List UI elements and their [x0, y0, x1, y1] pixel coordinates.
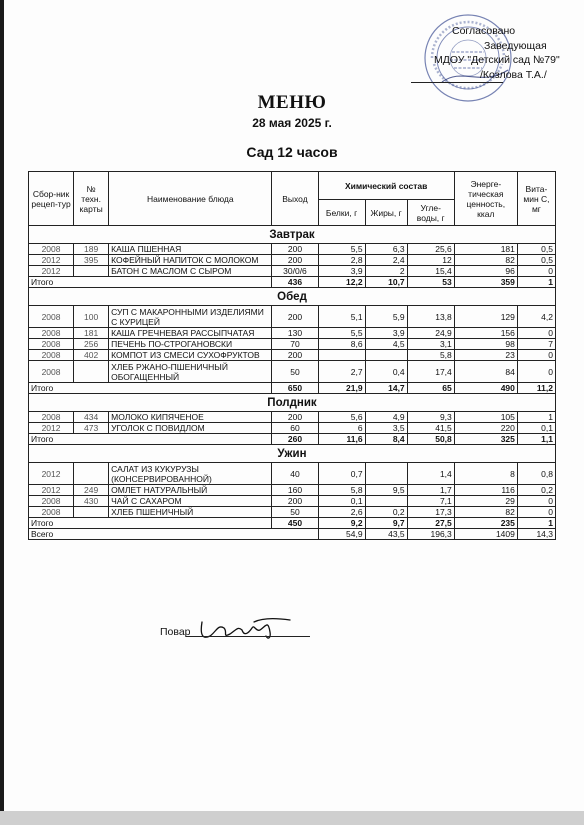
tech-card-cell — [74, 507, 109, 518]
total-vitamin-cell: 1 — [517, 518, 555, 529]
total-label: Итого — [29, 277, 272, 288]
fat-cell: 6,3 — [365, 244, 407, 255]
tech-card-cell — [74, 266, 109, 277]
carbs-cell: 3,1 — [407, 339, 454, 350]
carbs-cell: 5,8 — [407, 350, 454, 361]
fat-cell: 2 — [365, 266, 407, 277]
total-vitamin-cell: 1 — [517, 277, 555, 288]
protein-cell: 2,6 — [318, 507, 365, 518]
total-protein-cell: 21,9 — [318, 383, 365, 394]
total-vitamin-cell: 1,1 — [517, 434, 555, 445]
energy-cell: 82 — [454, 507, 517, 518]
tech-card-cell: 181 — [74, 328, 109, 339]
protein-cell: 8,6 — [318, 339, 365, 350]
vitamin-cell: 7 — [517, 339, 555, 350]
energy-cell: 84 — [454, 361, 517, 383]
grand-total-energy-cell: 1409 — [454, 529, 517, 540]
total-yield-cell: 260 — [272, 434, 318, 445]
header-carbs: Угле-воды, г — [407, 200, 454, 226]
carbs-cell: 1,7 — [407, 485, 454, 496]
menu-table-body — [29, 226, 556, 540]
fat-cell: 3,9 — [365, 328, 407, 339]
tech-card-cell: 430 — [74, 496, 109, 507]
total-label: Итого — [29, 434, 272, 445]
dish-row — [29, 255, 556, 266]
fat-cell: 4,9 — [365, 412, 407, 423]
protein-cell: 3,9 — [318, 266, 365, 277]
total-energy-cell: 359 — [454, 277, 517, 288]
recipe-cell: 2012 — [29, 463, 74, 485]
dish-name-cell: СУП С МАКАРОННЫМИ ИЗДЕЛИЯМИ С КУРИЦЕЙ — [109, 306, 272, 328]
yield-cell: 60 — [272, 423, 318, 434]
vitamin-cell: 0 — [517, 507, 555, 518]
energy-cell: 181 — [454, 244, 517, 255]
total-carbs-cell: 53 — [407, 277, 454, 288]
carbs-cell: 1,4 — [407, 463, 454, 485]
section-title: Полдник — [29, 394, 556, 412]
approval-block — [414, 24, 584, 82]
carbs-cell: 12 — [407, 255, 454, 266]
dish-row — [29, 507, 556, 518]
total-label: Итого — [29, 383, 272, 394]
fat-cell: 4,5 — [365, 339, 407, 350]
total-fat-cell: 14,7 — [365, 383, 407, 394]
yield-cell: 200 — [272, 412, 318, 423]
recipe-cell: 2008 — [29, 244, 74, 255]
total-carbs-cell: 50,8 — [407, 434, 454, 445]
energy-cell: 82 — [454, 255, 517, 266]
protein-cell: 5,5 — [318, 244, 365, 255]
energy-cell: 98 — [454, 339, 517, 350]
carbs-cell: 41,5 — [407, 423, 454, 434]
total-vitamin-cell: 11,2 — [517, 383, 555, 394]
section-row — [29, 394, 556, 412]
approval-organization: МДОУ "Детский сад №79" — [434, 54, 560, 66]
section-total-row — [29, 518, 556, 529]
header-vitamin: Вита-мин С, мг — [517, 172, 555, 226]
dish-row — [29, 306, 556, 328]
vitamin-cell: 4,2 — [517, 306, 555, 328]
header-dish-name: Наименование блюда — [109, 172, 272, 226]
header-fat: Жиры, г — [365, 200, 407, 226]
dish-row — [29, 244, 556, 255]
yield-cell: 130 — [272, 328, 318, 339]
protein-cell: 2,8 — [318, 255, 365, 266]
grand-total-fat-cell: 43,5 — [365, 529, 407, 540]
total-fat-cell: 8,4 — [365, 434, 407, 445]
grand-total-vitamin-cell: 14,3 — [517, 529, 555, 540]
recipe-cell: 2008 — [29, 496, 74, 507]
total-energy-cell: 490 — [454, 383, 517, 394]
energy-cell: 96 — [454, 266, 517, 277]
tech-card-cell: 100 — [74, 306, 109, 328]
section-row — [29, 226, 556, 244]
vitamin-cell: 0,5 — [517, 244, 555, 255]
total-carbs-cell: 65 — [407, 383, 454, 394]
menu-subtitle: Сад 12 часов — [246, 144, 338, 160]
header-yield: Выход — [272, 172, 318, 226]
recipe-cell: 2008 — [29, 306, 74, 328]
total-protein-cell: 12,2 — [318, 277, 365, 288]
dish-name-cell: УГОЛОК С ПОВИДЛОМ — [109, 423, 272, 434]
fat-cell: 0,2 — [365, 507, 407, 518]
section-title: Ужин — [29, 445, 556, 463]
dish-name-cell: ХЛЕБ ПШЕНИЧНЫЙ — [109, 507, 272, 518]
protein-cell: 5,1 — [318, 306, 365, 328]
energy-cell: 105 — [454, 412, 517, 423]
total-carbs-cell: 27,5 — [407, 518, 454, 529]
dish-name-cell: КАША ПШЕННАЯ — [109, 244, 272, 255]
grand-total-row — [29, 529, 556, 540]
page-title: МЕНЮ — [257, 92, 327, 113]
protein-cell — [318, 350, 365, 361]
recipe-cell: 2008 — [29, 412, 74, 423]
fat-cell — [365, 463, 407, 485]
energy-cell: 116 — [454, 485, 517, 496]
recipe-cell: 2008 — [29, 339, 74, 350]
tech-card-cell — [74, 361, 109, 383]
total-energy-cell: 325 — [454, 434, 517, 445]
approval-name: /Козлова Т.А./ — [480, 68, 547, 81]
vitamin-cell: 0 — [517, 266, 555, 277]
total-protein-cell: 11,6 — [318, 434, 365, 445]
vitamin-cell: 0 — [517, 350, 555, 361]
fat-cell — [365, 496, 407, 507]
handwritten-signature-icon — [196, 614, 292, 644]
carbs-cell: 25,6 — [407, 244, 454, 255]
cook-label: Повар — [160, 626, 191, 638]
protein-cell: 5,5 — [318, 328, 365, 339]
yield-cell: 160 — [272, 485, 318, 496]
protein-cell: 2,7 — [318, 361, 365, 383]
dish-row — [29, 485, 556, 496]
section-total-row — [29, 383, 556, 394]
dish-row — [29, 266, 556, 277]
dish-name-cell: САЛАТ ИЗ КУКУРУЗЫ (КОНСЕРВИРОВАННОЙ) — [109, 463, 272, 485]
carbs-cell: 13,8 — [407, 306, 454, 328]
yield-cell: 30/0/6 — [272, 266, 318, 277]
energy-cell: 29 — [454, 496, 517, 507]
dish-name-cell: ПЕЧЕНЬ ПО-СТРОГАНОВСКИ — [109, 339, 272, 350]
yield-cell: 200 — [272, 496, 318, 507]
carbs-cell: 9,3 — [407, 412, 454, 423]
dish-name-cell: ЧАЙ С САХАРОМ — [109, 496, 272, 507]
dish-name-cell: ХЛЕБ РЖАНО-ПШЕНИЧНЫЙ ОБОГАЩЕННЫЙ — [109, 361, 272, 383]
total-protein-cell: 9,2 — [318, 518, 365, 529]
vitamin-cell: 0 — [517, 328, 555, 339]
total-yield-cell: 450 — [272, 518, 318, 529]
recipe-cell: 2012 — [29, 423, 74, 434]
vitamin-cell: 0,2 — [517, 485, 555, 496]
fat-cell: 9,5 — [365, 485, 407, 496]
protein-cell: 5,8 — [318, 485, 365, 496]
protein-cell: 0,1 — [318, 496, 365, 507]
dish-name-cell: ОМЛЕТ НАТУРАЛЬНЫЙ — [109, 485, 272, 496]
fat-cell: 5,9 — [365, 306, 407, 328]
header-chemical: Химический состав — [318, 172, 454, 200]
header-energy: Энерге-тическая ценность, ккал — [454, 172, 517, 226]
dish-name-cell: КОФЕЙНЫЙ НАПИТОК С МОЛОКОМ — [109, 255, 272, 266]
dish-name-cell: МОЛОКО КИПЯЧЕНОЕ — [109, 412, 272, 423]
yield-cell: 200 — [272, 244, 318, 255]
approval-signature-line — [411, 82, 503, 83]
carbs-cell: 17,4 — [407, 361, 454, 383]
dish-row — [29, 496, 556, 507]
protein-cell: 5,6 — [318, 412, 365, 423]
recipe-cell: 2008 — [29, 361, 74, 383]
recipe-cell: 2012 — [29, 485, 74, 496]
cook-signature-line — [186, 636, 310, 637]
yield-cell: 200 — [272, 350, 318, 361]
tech-card-cell: 189 — [74, 244, 109, 255]
grand-total-carbs-cell: 196,3 — [407, 529, 454, 540]
grand-total-protein-cell: 54,9 — [318, 529, 365, 540]
tech-card-cell: 395 — [74, 255, 109, 266]
yield-cell: 40 — [272, 463, 318, 485]
tech-card-cell: 249 — [74, 485, 109, 496]
menu-date: 28 мая 2025 г. — [252, 116, 332, 130]
recipe-cell: 2012 — [29, 266, 74, 277]
protein-cell: 0,7 — [318, 463, 365, 485]
scan-edge-bottom — [0, 811, 584, 825]
energy-cell: 220 — [454, 423, 517, 434]
total-label: Итого — [29, 518, 272, 529]
header-tech-card: № техн. карты — [74, 172, 109, 226]
recipe-cell: 2012 — [29, 255, 74, 266]
vitamin-cell: 0,8 — [517, 463, 555, 485]
dish-name-cell: БАТОН С МАСЛОМ С СЫРОМ — [109, 266, 272, 277]
dish-row — [29, 463, 556, 485]
yield-cell: 50 — [272, 507, 318, 518]
energy-cell: 8 — [454, 463, 517, 485]
fat-cell — [365, 350, 407, 361]
tech-card-cell: 256 — [74, 339, 109, 350]
section-total-row — [29, 434, 556, 445]
carbs-cell: 15,4 — [407, 266, 454, 277]
total-yield-cell: 436 — [272, 277, 318, 288]
total-yield-cell: 650 — [272, 383, 318, 394]
fat-cell: 2,4 — [365, 255, 407, 266]
section-row — [29, 288, 556, 306]
dish-row — [29, 423, 556, 434]
yield-cell: 200 — [272, 306, 318, 328]
recipe-cell: 2008 — [29, 350, 74, 361]
menu-table — [28, 171, 556, 540]
approval-agreed: Согласовано — [452, 25, 516, 37]
fat-cell: 0,4 — [365, 361, 407, 383]
section-total-row — [29, 277, 556, 288]
energy-cell: 129 — [454, 306, 517, 328]
section-title: Обед — [29, 288, 556, 306]
header-recipe: Сбор-ник рецеп-тур — [29, 172, 74, 226]
dish-name-cell: КОМПОТ ИЗ СМЕСИ СУХОФРУКТОВ — [109, 350, 272, 361]
total-fat-cell: 9,7 — [365, 518, 407, 529]
yield-cell: 70 — [272, 339, 318, 350]
dish-row — [29, 350, 556, 361]
yield-cell: 50 — [272, 361, 318, 383]
vitamin-cell: 0,5 — [517, 255, 555, 266]
tech-card-cell: 402 — [74, 350, 109, 361]
header-protein: Белки, г — [318, 200, 365, 226]
tech-card-cell: 473 — [74, 423, 109, 434]
dish-row — [29, 361, 556, 383]
total-energy-cell: 235 — [454, 518, 517, 529]
total-fat-cell: 10,7 — [365, 277, 407, 288]
vitamin-cell: 0 — [517, 496, 555, 507]
recipe-cell: 2008 — [29, 328, 74, 339]
tech-card-cell — [74, 463, 109, 485]
vitamin-cell: 1 — [517, 412, 555, 423]
grand-total-label: Всего — [29, 529, 319, 540]
yield-cell: 200 — [272, 255, 318, 266]
fat-cell: 3,5 — [365, 423, 407, 434]
carbs-cell: 7,1 — [407, 496, 454, 507]
approval-position: Заведующая — [484, 39, 547, 52]
tech-card-cell: 434 — [74, 412, 109, 423]
dish-row — [29, 339, 556, 350]
dish-name-cell: КАША ГРЕЧНЕВАЯ РАССЫПЧАТАЯ — [109, 328, 272, 339]
protein-cell: 6 — [318, 423, 365, 434]
carbs-cell: 17,3 — [407, 507, 454, 518]
energy-cell: 156 — [454, 328, 517, 339]
energy-cell: 23 — [454, 350, 517, 361]
dish-row — [29, 412, 556, 423]
vitamin-cell: 0,1 — [517, 423, 555, 434]
dish-row — [29, 328, 556, 339]
recipe-cell: 2008 — [29, 507, 74, 518]
section-title: Завтрак — [29, 226, 556, 244]
section-row — [29, 445, 556, 463]
vitamin-cell: 0 — [517, 361, 555, 383]
carbs-cell: 24,9 — [407, 328, 454, 339]
